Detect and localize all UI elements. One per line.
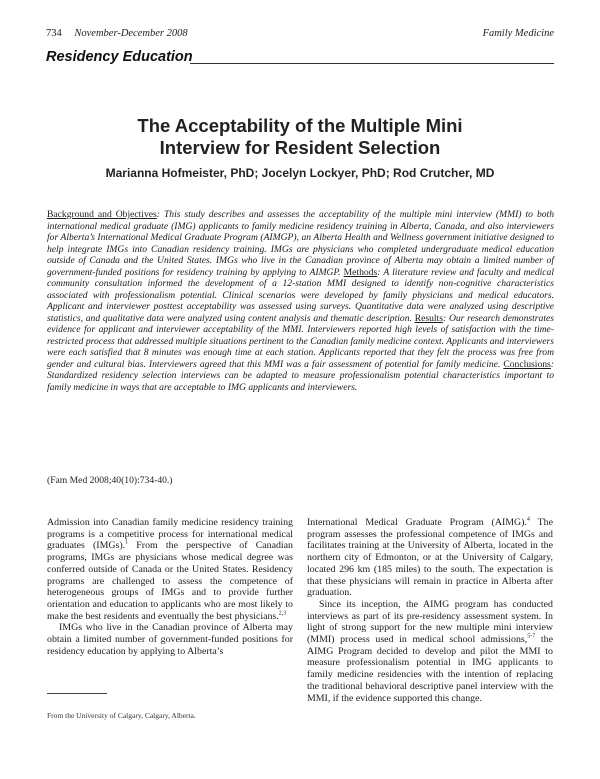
running-head — [46, 28, 554, 42]
reference-marker: 5-7 — [527, 633, 536, 640]
page-number: 734 — [46, 28, 62, 39]
body-text: Admission into Canadian family medicine residency training programs is a competitive process for international medical graduates (IMGs). — [47, 517, 293, 552]
abstract-conclusions-heading: Conclusions — [503, 358, 551, 370]
issue-date: November-December 2008 — [74, 28, 188, 39]
reference-marker: 1 — [125, 540, 129, 547]
abstract-methods-heading: Methods — [343, 266, 378, 278]
body-paragraph: IMGs who live in the Canadian province of Alberta may obtain a limited number of government-funded positions for residency education by applying to Alberta’s — [47, 622, 293, 657]
body-paragraph — [47, 517, 293, 622]
abstract-results-text: : Our research demonstrates evidence for applicant and interviewer acceptability of the MMI. Interviewers reported high levels of satisfaction with the time-restricted process that addressed multiple situations pertinent to the Canadian family medicine context. Applicants and interviewers were each satisfied that 8 minutes was enough time at each station. Applicants reported that they felt the process was free from gender and cultural bias. Interviewers agreed that this MMI was a fair assessment of potential for family medicine. — [47, 312, 554, 370]
body-paragraph — [307, 517, 553, 599]
body-column-right — [307, 517, 553, 704]
abstract — [47, 209, 554, 393]
reference-marker: 4 — [526, 516, 530, 523]
article-title — [46, 115, 554, 159]
body-paragraph — [307, 599, 553, 704]
abstract-background-text: : This study describes and assesses the acceptability of the multiple mini interview (MMI) to both international medical graduate (IMG) applicants to family medicine residency training in Alberta, Canada, and also interviewers for Alberta’s International Medical Graduate Program (AIMGP), an Alberta Health and Wellness government initiative designed to help integrate IMGs into Canadian residency training. IMGs are physicians who completed undergraduate medical education outside of Canada and the United States. IMGs who live in the Canadian province of Alberta may obtain a limited number of government-funded positions for residency training by applying to AIMGP. — [47, 209, 554, 278]
body-column-left — [47, 517, 293, 657]
abstract-methods-text: : A literature review and faculty and medical community consultation informed the development of a 12-station MMI designed to identify non-cognitive characteristics associated with professionalism potential. Clinical scenarios were developed by family physicians and medical educators. Applicant and interviewer posttest acceptability was assessed using surveys. Quantitative data were analyzed using descriptive statistics, and qualitative data were analyzed using content analysis and thematic description. — [47, 266, 554, 324]
body-text: Since its inception, the AIMG program has conducted interviews as part of its pre-residency assessment system. In light of strong support for the new multiple mini interview (MMI) process used in medical school admissions, — [307, 598, 553, 646]
title-line-2: Interview for Resident Selection — [159, 137, 441, 158]
journal-name: Family Medicine — [482, 28, 554, 39]
title-line-1: The Acceptability of the Multiple Mini — [137, 115, 463, 136]
abstract-background-heading: Background and Objectives — [47, 209, 157, 220]
section-rule — [190, 63, 554, 64]
body-text: International Medical Graduate Program (AIMG). — [307, 517, 527, 528]
citation: (Fam Med 2008;40(10):734-40.) — [47, 475, 173, 486]
footnote-rule — [47, 693, 107, 694]
reference-marker: 2,3 — [278, 610, 287, 617]
body-text: The program assesses the professional competence of IMGs and facilitates training at the University of Alberta, located in the northern city of Edmonton, or at the University of Calgary, located 296 km (185 miles) to the south. The expectation is that these physicians will remain in practice in Alberta after graduation. — [307, 517, 553, 599]
abstract-results-heading: Results — [414, 312, 443, 324]
body-text: the AIMG Program decided to develop and pilot the MMI to measure professionalism potential in IMG applicants to family medicine residencies with the intention of replacing the traditional behavioral descriptive panel interview with the MMI, if the evidence supported this change. — [307, 634, 553, 704]
abstract-conclusions-text: : Standardized residency selection interviews can be adapted to measure professionalism potential characteristics important to family medicine in ways that are acceptable to IMG applicants and interviewers. — [47, 358, 554, 393]
affiliation-footnote: From the University of Calgary, Calgary, Alberta. — [47, 711, 196, 720]
body-text: From the perspective of Canadian programs, IMGs are physicians whose medical degree was conferred outside of Canada or the United States. Residency programs are challenged to assess the competence of heterogeneous groups of IMGs and to provide further orientation and education to applicants who are most likely to make the best residents and eventually the best physicians. — [47, 540, 293, 622]
section-label: Residency Education — [46, 49, 193, 65]
author-list: Marianna Hofmeister, PhD; Jocelyn Lockyer, PhD; Rod Crutcher, MD — [105, 166, 495, 180]
